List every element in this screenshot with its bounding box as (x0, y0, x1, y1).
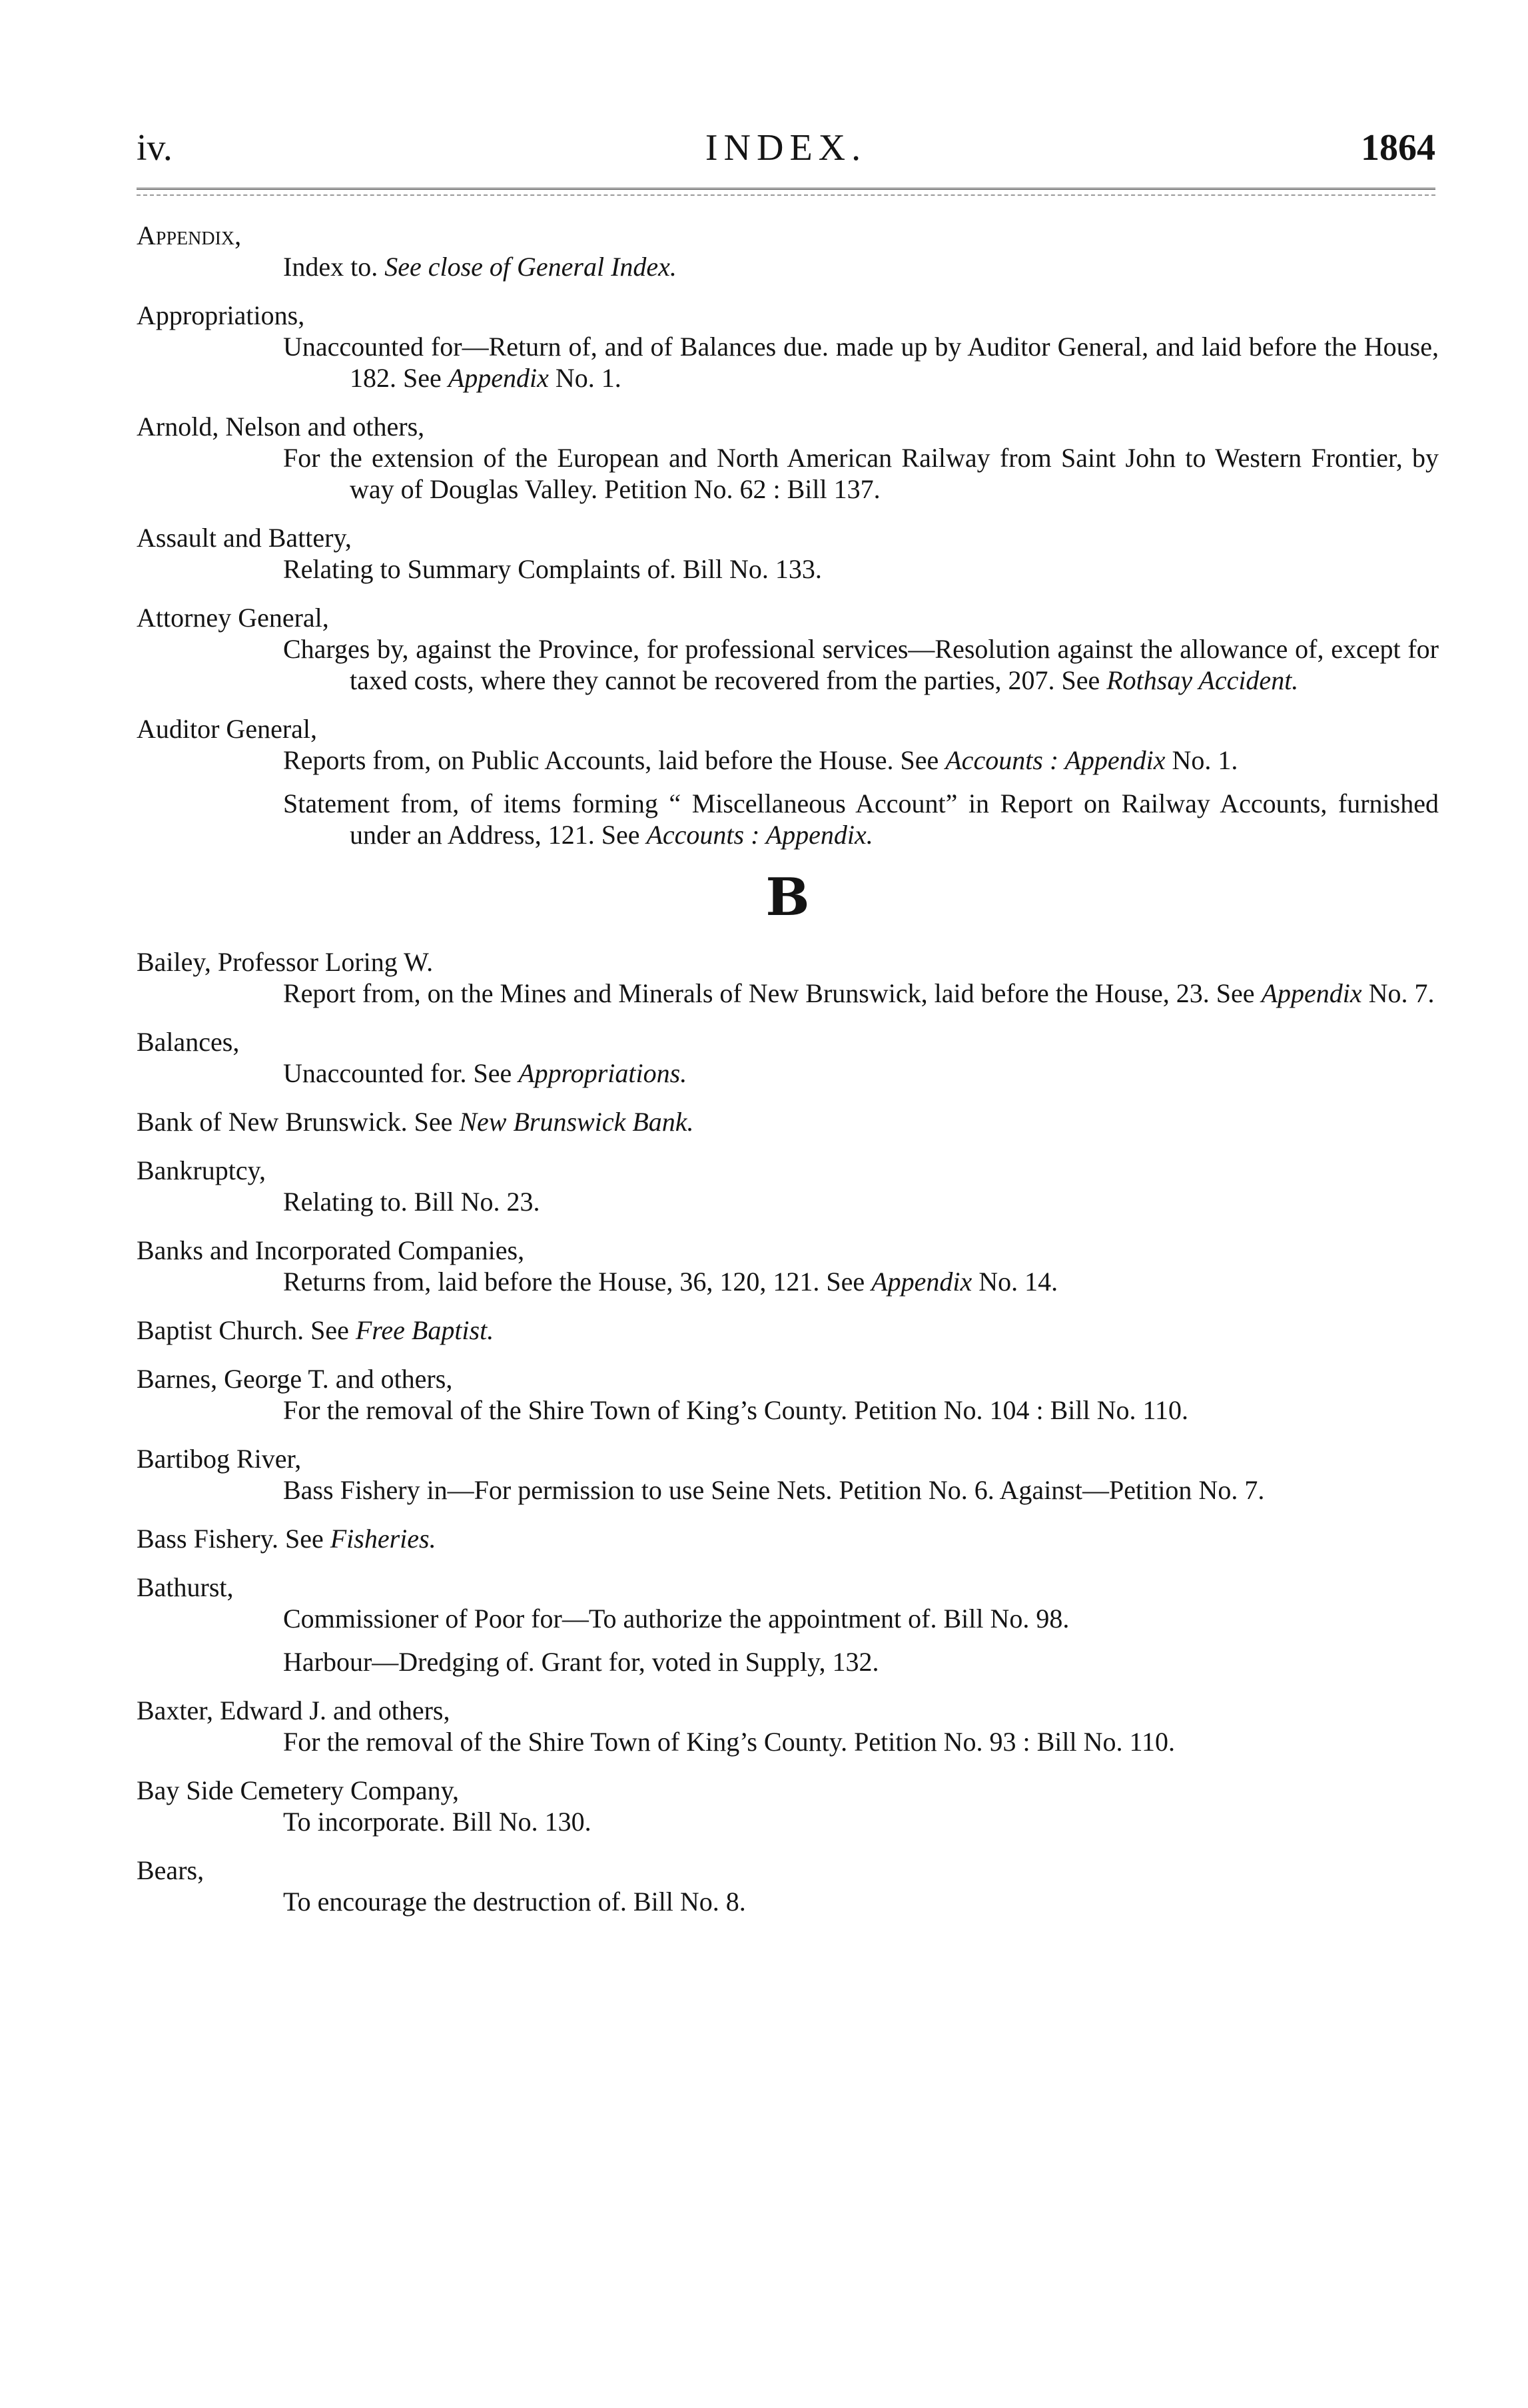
entry-heading-text: Bankruptcy, (137, 1155, 266, 1185)
subentry-reference: Accounts : Appendix (945, 745, 1166, 775)
entry-heading (137, 1106, 1439, 1137)
entry-heading (137, 1855, 1439, 1886)
subentry-text: Report from, on the Mines and Minerals of New Brunswick, laid before the House, 23. See (283, 978, 1262, 1008)
index-entry (137, 946, 1439, 1009)
entry-subentry (283, 1186, 1439, 1217)
entry-subentry (283, 1266, 1439, 1297)
entry-heading-text: Baptist Church. See (137, 1315, 356, 1345)
entry-subentry (283, 1394, 1439, 1426)
index-entry (137, 1443, 1439, 1506)
entry-subentry (283, 745, 1439, 776)
entry-subentry (283, 788, 1439, 850)
entry-heading-text: Assault and Battery, (137, 523, 352, 553)
section-letter-b: B (765, 867, 810, 928)
entry-heading (137, 1315, 1439, 1346)
entry-heading-text: Banks and Incorporated Companies, (137, 1235, 525, 1265)
entry-heading-text: Bank of New Brunswick. See (137, 1107, 460, 1137)
subentry-text: Statement from, of items forming “ Miscellaneous Account” in Report on Railway Accounts, furnished under an Address, 121. See (283, 788, 1439, 850)
subentry-text: Index to. (283, 252, 385, 282)
entry-subentry (283, 442, 1439, 505)
subentry-text: Commissioner of Poor for—To authorize the appointment of. Bill No. 98. (283, 1604, 1070, 1634)
subentry-reference: Accounts : Appendix. (646, 820, 873, 850)
entry-subentry (283, 633, 1439, 696)
index-entry (137, 1155, 1439, 1217)
entry-heading (137, 1155, 1439, 1186)
entry-heading (137, 1443, 1439, 1474)
header-rule (137, 188, 1435, 196)
entry-heading-text: Bass Fishery. See (137, 1524, 330, 1554)
subentry-text: Bass Fishery in—For permission to use Seine Nets. Petition No. 6. Against—Petition No. 7. (283, 1475, 1265, 1505)
entry-subentry (283, 251, 1439, 282)
section-a-entries (137, 220, 1439, 850)
index-entry (137, 522, 1439, 585)
index-entry (137, 1026, 1439, 1089)
entry-heading-text: Bears, (137, 1855, 204, 1885)
subentry-text: For the removal of the Shire Town of King’s County. Petition No. 104 : Bill No. 110. (283, 1395, 1188, 1425)
index-entry (137, 411, 1439, 505)
entry-subentry (283, 978, 1439, 1009)
entry-subentry (283, 1474, 1439, 1506)
entry-heading (137, 1523, 1439, 1554)
subentry-text: Relating to Summary Complaints of. Bill No. 133. (283, 554, 822, 584)
entry-heading (137, 1775, 1439, 1806)
subentry-text: Unaccounted for. See (283, 1058, 519, 1088)
entry-heading (137, 713, 1439, 745)
entry-heading-text: Bay Side Cemetery Company, (137, 1775, 459, 1805)
entry-heading-text: Attorney General, (137, 603, 329, 633)
entry-heading-text: Arnold, Nelson and others, (137, 412, 425, 442)
subentry-suffix: No. 14. (972, 1267, 1058, 1297)
subentry-reference: Appendix (448, 363, 549, 393)
subentry-suffix: No. 1. (548, 363, 621, 393)
subentry-text: Reports from, on Public Accounts, laid before the House. See (283, 745, 946, 775)
entry-subentry (283, 1806, 1439, 1837)
subentry-text: Returns from, laid before the House, 36, 120, 121. See (283, 1267, 872, 1297)
entry-heading (137, 602, 1439, 633)
index-entry (137, 1235, 1439, 1297)
entry-heading-text: Bartibog River, (137, 1444, 302, 1474)
index-entry (137, 1775, 1439, 1837)
entry-heading (137, 1026, 1439, 1057)
index-entry (137, 1695, 1439, 1757)
index-entry (137, 300, 1439, 394)
index-entry (137, 1363, 1439, 1426)
entry-heading (137, 300, 1439, 331)
subentry-suffix: No. 1. (1165, 745, 1238, 775)
subentry-text: Charges by, against the Province, for professional services—Resolution against the allowance of, except for taxed costs, where they cannot be recovered from the parties, 207. See (283, 634, 1439, 695)
index-entry (137, 713, 1439, 850)
page-year: 1864 (1361, 127, 1435, 168)
entry-heading-text: Bathurst, (137, 1572, 234, 1602)
entry-cross-reference: Fisheries. (330, 1524, 436, 1554)
entry-subentry (283, 1886, 1439, 1917)
page-header (137, 127, 1435, 173)
entry-heading (137, 1363, 1439, 1394)
entry-heading (137, 220, 1439, 251)
entry-subentry (283, 553, 1439, 585)
page-title: INDEX. (705, 127, 867, 168)
index-entry (137, 1315, 1439, 1346)
subentry-text: To encourage the destruction of. Bill No. 8. (283, 1887, 746, 1917)
entry-heading (137, 522, 1439, 553)
index-entry (137, 602, 1439, 696)
entry-cross-reference: New Brunswick Bank. (459, 1107, 694, 1137)
subentry-reference: Appendix (871, 1267, 972, 1297)
entry-heading-text: Barnes, George T. and others, (137, 1364, 453, 1394)
index-entry (137, 1523, 1439, 1554)
entry-subentry (283, 1057, 1439, 1089)
entry-subentry (283, 1603, 1439, 1634)
index-entry (137, 220, 1439, 282)
subentry-reference: Appendix (1261, 978, 1362, 1008)
page-number: iv. (137, 127, 173, 168)
entry-heading (137, 946, 1439, 978)
entry-heading (137, 1572, 1439, 1603)
entry-heading-text: Appendix, (137, 220, 242, 250)
index-entry (137, 1106, 1439, 1137)
subentry-suffix: No. 7. (1361, 978, 1435, 1008)
entry-subentry (283, 1726, 1439, 1757)
subentry-text: Relating to. Bill No. 23. (283, 1187, 540, 1217)
index-entry (137, 1855, 1439, 1917)
entry-heading-text: Appropriations, (137, 300, 305, 330)
subentry-text: Unaccounted for—Return of, and of Balances due. made up by Auditor General, and laid before the House, 182. See (283, 332, 1439, 393)
entry-subentry (283, 331, 1439, 394)
subentry-text: To incorporate. Bill No. 130. (283, 1807, 591, 1837)
section-b-entries (137, 946, 1439, 1917)
subentry-text: Harbour—Dredging of. Grant for, voted in Supply, 132. (283, 1647, 879, 1677)
subentry-reference: Rothsay Accident. (1106, 665, 1299, 695)
entry-heading (137, 1235, 1439, 1266)
index-body (137, 220, 1439, 1935)
entry-heading-text: Baxter, Edward J. and others, (137, 1695, 450, 1725)
subentry-text: For the extension of the European and North American Railway from Saint John to Western Frontier, by way of Douglas Valley. Petition No. 62 : Bill 137. (283, 443, 1439, 504)
entry-subentry (283, 1646, 1439, 1677)
entry-heading-text: Bailey, Professor Loring W. (137, 947, 434, 977)
entry-heading (137, 1695, 1439, 1726)
subentry-text: For the removal of the Shire Town of King’s County. Petition No. 93 : Bill No. 110. (283, 1727, 1175, 1757)
entry-heading-text: Auditor General, (137, 714, 318, 744)
subentry-reference: Appropriations. (518, 1058, 687, 1088)
index-entry (137, 1572, 1439, 1677)
subentry-reference: See close of General Index. (384, 252, 677, 282)
entry-heading (137, 411, 1439, 442)
entry-cross-reference: Free Baptist. (355, 1315, 494, 1345)
entry-heading-text: Balances, (137, 1027, 240, 1057)
